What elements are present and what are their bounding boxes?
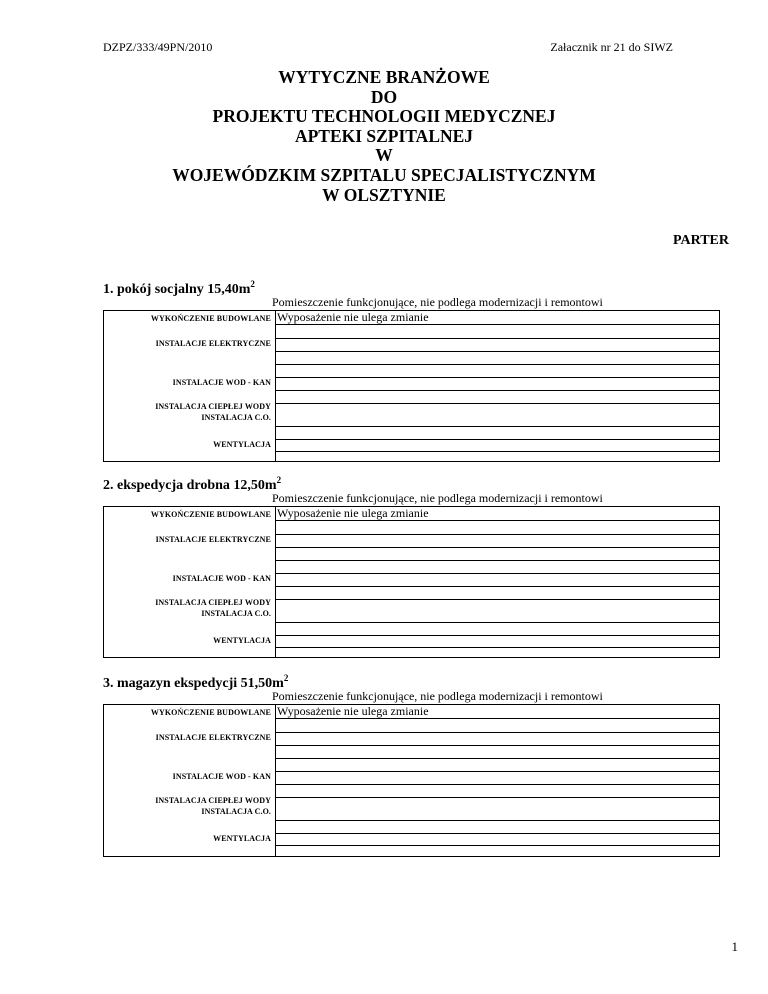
category-elektryczne: INSTALACJE ELEKTRYCZNE: [155, 535, 271, 544]
category-wentylacja: WENTYLACJA: [213, 440, 271, 449]
row-divider: [275, 377, 719, 378]
room-3-note: Pomieszczenie funkcjonujące, nie podlega modernizacji i remontowi: [272, 689, 603, 703]
title-line: W: [375, 145, 393, 166]
room-2-title: [103, 475, 282, 494]
row-text: Wyposażenie nie ulega zmianie: [277, 704, 429, 718]
document-title: [0, 68, 768, 205]
document-reference: DZPZ/333/49PN/2010: [103, 40, 213, 54]
row-divider: [275, 820, 719, 821]
row-divider: [275, 758, 719, 759]
room-title-text: 2. ekspedycja drobna 12,50m: [103, 478, 277, 493]
room-3-title: [103, 673, 289, 692]
row-divider: [275, 451, 719, 452]
row-divider: [275, 784, 719, 785]
floor-label: PARTER: [672, 233, 729, 248]
category-wykonczenie: WYKOŃCZENIE BUDOWLANE: [150, 314, 271, 323]
category-co: INSTALACJA C.O.: [201, 609, 271, 618]
category-co: INSTALACJA C.O.: [201, 413, 271, 422]
category-wodkan: INSTALACJE WOD - KAN: [172, 378, 271, 387]
row-divider: [275, 771, 719, 772]
row-divider: [275, 732, 719, 733]
category-wodkan: INSTALACJE WOD - KAN: [172, 574, 271, 583]
room-title-text: 3. magazyn ekspedycji 51,50m: [103, 676, 284, 691]
attachment-label: Załacznik nr 21 do SIWZ: [550, 40, 673, 54]
room-title-sup: 2: [283, 673, 289, 683]
title-line: DO: [370, 86, 398, 107]
row-divider: [275, 390, 719, 391]
row-divider: [275, 797, 719, 798]
category-wykonczenie: WYKOŃCZENIE BUDOWLANE: [150, 708, 271, 717]
row-divider: [275, 647, 719, 648]
row-text: Wyposażenie nie ulega zmianie: [277, 506, 429, 520]
room-2-table: [103, 506, 720, 658]
room-title-sup: 2: [276, 475, 282, 485]
row-divider: [275, 426, 719, 427]
row-divider: [275, 351, 719, 352]
row-divider: [275, 845, 719, 846]
title-line: WOJEWÓDZKIM SZPITALU SPECJALISTYCZNYM: [172, 164, 596, 185]
row-divider: [275, 599, 719, 600]
category-ciepla: INSTALACJA CIEPŁEJ WODY: [155, 796, 271, 805]
row-divider: [275, 635, 719, 636]
room-2-note: Pomieszczenie funkcjonujące, nie podlega modernizacji i remontowi: [272, 491, 603, 505]
room-title-sup: 2: [250, 279, 255, 289]
category-wentylacja: WENTYLACJA: [213, 834, 271, 843]
row-divider: [275, 439, 719, 440]
title-line: PROJEKTU TECHNOLOGII MEDYCZNEJ: [212, 106, 556, 127]
title-line: APTEKI SZPITALNEJ: [294, 125, 474, 146]
row-divider: [275, 338, 719, 339]
category-elektryczne: INSTALACJE ELEKTRYCZNE: [155, 339, 271, 348]
row-divider: [275, 622, 719, 623]
room-1-table: [103, 310, 720, 462]
row-divider: [275, 560, 719, 561]
row-divider: [275, 364, 719, 365]
room-3-table: [103, 704, 720, 857]
row-divider: [275, 403, 719, 404]
room-1-note: Pomieszczenie funkcjonujące, nie podlega modernizacji i remontowi: [272, 295, 603, 309]
category-wodkan: INSTALACJE WOD - KAN: [172, 772, 271, 781]
row-divider: [275, 745, 719, 746]
page-number: 1: [731, 939, 738, 954]
room-1-title: [103, 279, 255, 298]
row-text: Wyposażenie nie ulega zmianie: [277, 310, 429, 324]
category-wentylacja: WENTYLACJA: [213, 636, 271, 645]
row-divider: [275, 573, 719, 574]
title-line: WYTYCZNE BRANŻOWE: [278, 67, 490, 87]
row-divider: [275, 586, 719, 587]
row-divider: [275, 833, 719, 834]
category-co: INSTALACJA C.O.: [201, 807, 271, 816]
title-line: W OLSZTYNIE: [322, 184, 446, 205]
category-ciepla: INSTALACJA CIEPŁEJ WODY: [155, 402, 271, 411]
row-divider: [275, 534, 719, 535]
room-title-text: 1. pokój socjalny 15,40m: [103, 282, 251, 297]
category-elektryczne: INSTALACJE ELEKTRYCZNE: [155, 733, 271, 742]
category-ciepla: INSTALACJA CIEPŁEJ WODY: [155, 598, 271, 607]
row-divider: [275, 547, 719, 548]
category-wykonczenie: WYKOŃCZENIE BUDOWLANE: [150, 510, 271, 519]
